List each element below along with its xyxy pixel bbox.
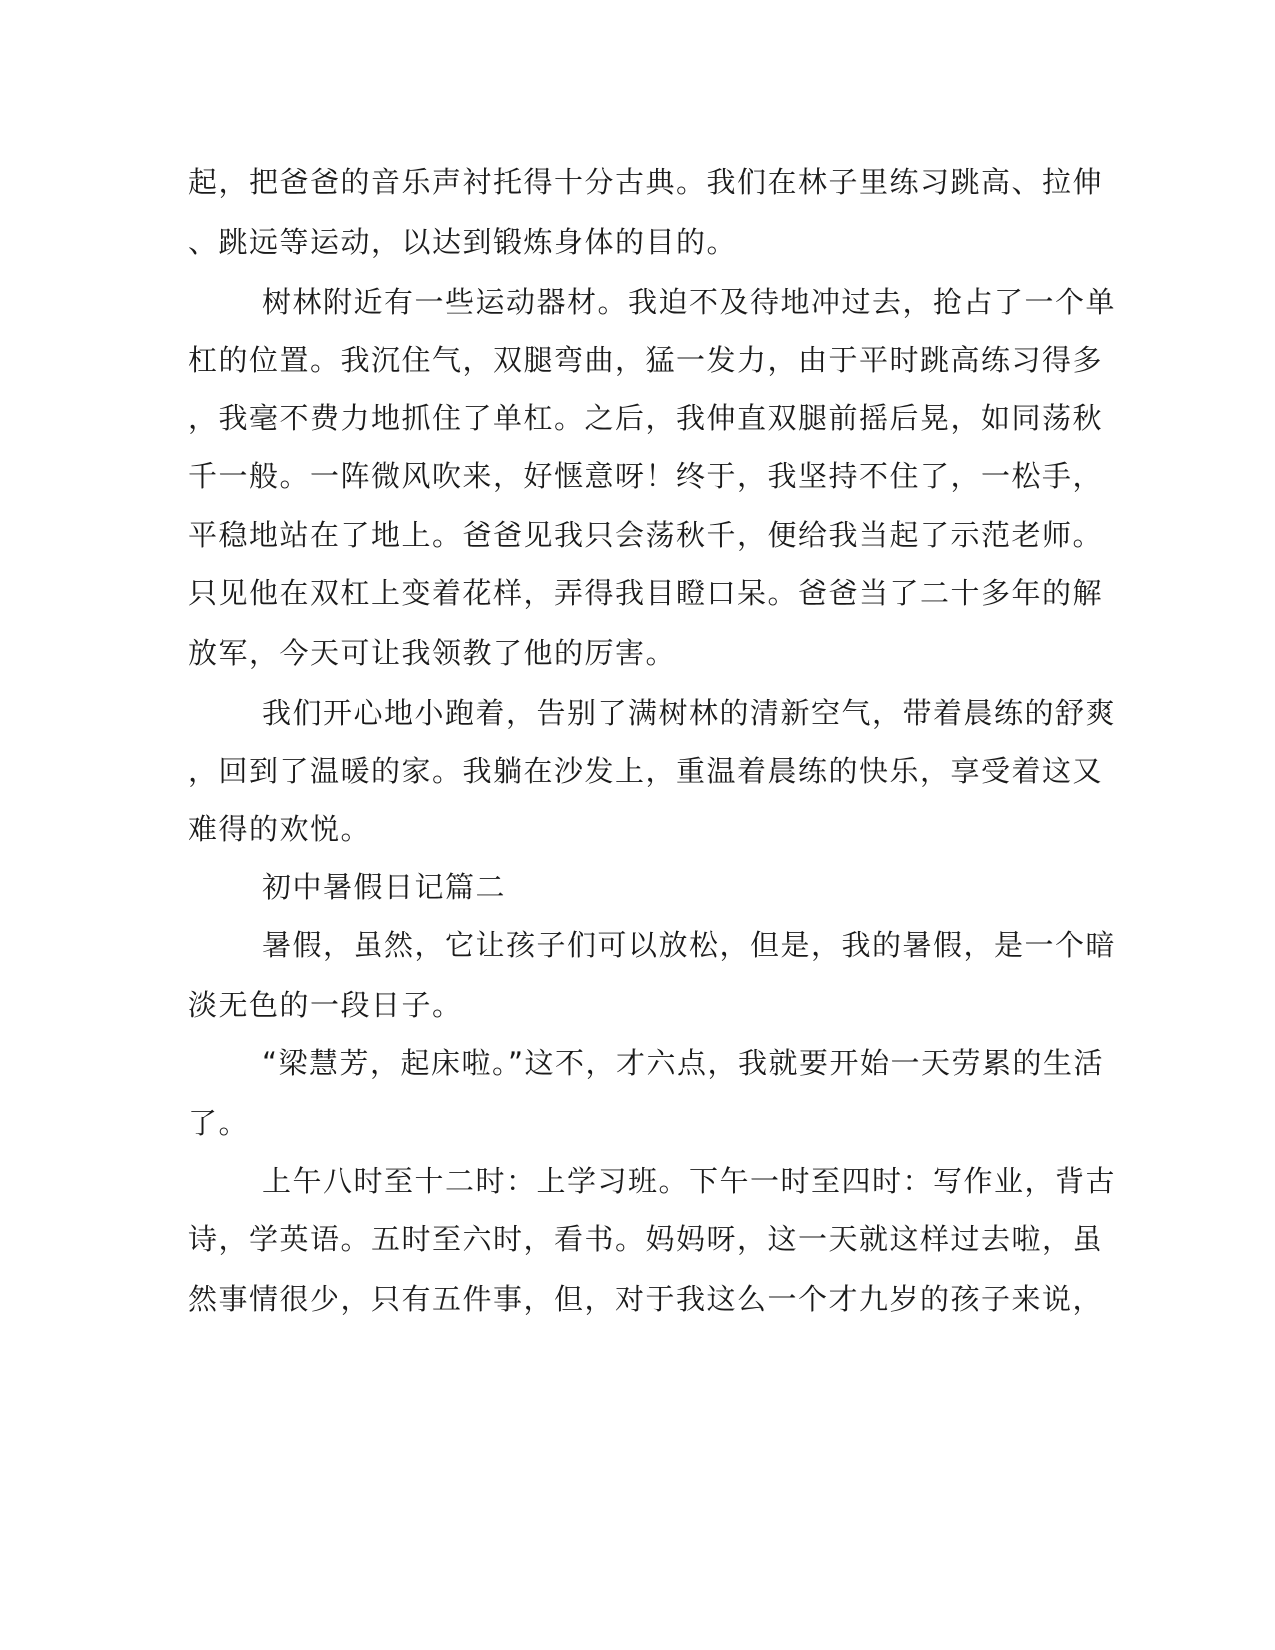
text-line: 起，把爸爸的音乐声衬托得十分古典。我们在林子里练习跳高、拉伸 bbox=[188, 165, 1104, 199]
text-line: 放军，今天可让我领教了他的厉害。 bbox=[188, 636, 677, 670]
paragraph-start-line: 我们开心地小跑着，告别了满树林的清新空气，带着晨练的舒爽 bbox=[262, 696, 1117, 730]
text-line: 淡无色的一段日子。 bbox=[188, 988, 463, 1022]
text-line: ，回到了温暖的家。我躺在沙发上，重温着晨练的快乐，享受着这又 bbox=[188, 754, 1104, 788]
paragraph-start-line: 树林附近有一些运动器材。我迫不及待地冲过去，抢占了一个单 bbox=[262, 285, 1117, 319]
text-line: 然事情很少，只有五件事，但，对于我这么一个才九岁的孩子来说， bbox=[188, 1282, 1104, 1316]
text-line: ，我毫不费力地抓住了单杠。之后，我伸直双腿前摇后晃，如同荡秋 bbox=[188, 401, 1104, 435]
text-line: 了。 bbox=[188, 1106, 250, 1140]
text-line: 难得的欢悦。 bbox=[188, 812, 372, 846]
paragraph-start-line: 暑假，虽然，它让孩子们可以放松，但是，我的暑假，是一个暗 bbox=[262, 928, 1117, 962]
text-line: 只见他在双杠上变着花样，弄得我目瞪口呆。爸爸当了二十多年的解 bbox=[188, 576, 1104, 610]
text-line: 杠的位置。我沉住气，双腿弯曲，猛一发力，由于平时跳高练习得多 bbox=[188, 343, 1104, 377]
text-line: 诗，学英语。五时至六时，看书。妈妈呀，这一天就这样过去啦，虽 bbox=[188, 1222, 1104, 1256]
text-line: 平稳地站在了地上。爸爸见我只会荡秋千，便给我当起了示范老师。 bbox=[188, 518, 1104, 552]
paragraph-start-line: “梁慧芳，起床啦。”这不，才六点，我就要开始一天劳累的生活 bbox=[262, 1046, 1105, 1080]
text-line: 、跳远等运动，以达到锻炼身体的目的。 bbox=[188, 225, 738, 259]
text-line: 千一般。一阵微风吹来，好惬意呀！终于，我坚持不住了，一松手， bbox=[188, 459, 1104, 493]
section-heading: 初中暑假日记篇二 bbox=[262, 870, 507, 904]
paragraph-start-line: 上午八时至十二时：上学习班。下午一时至四时：写作业，背古 bbox=[262, 1164, 1117, 1198]
